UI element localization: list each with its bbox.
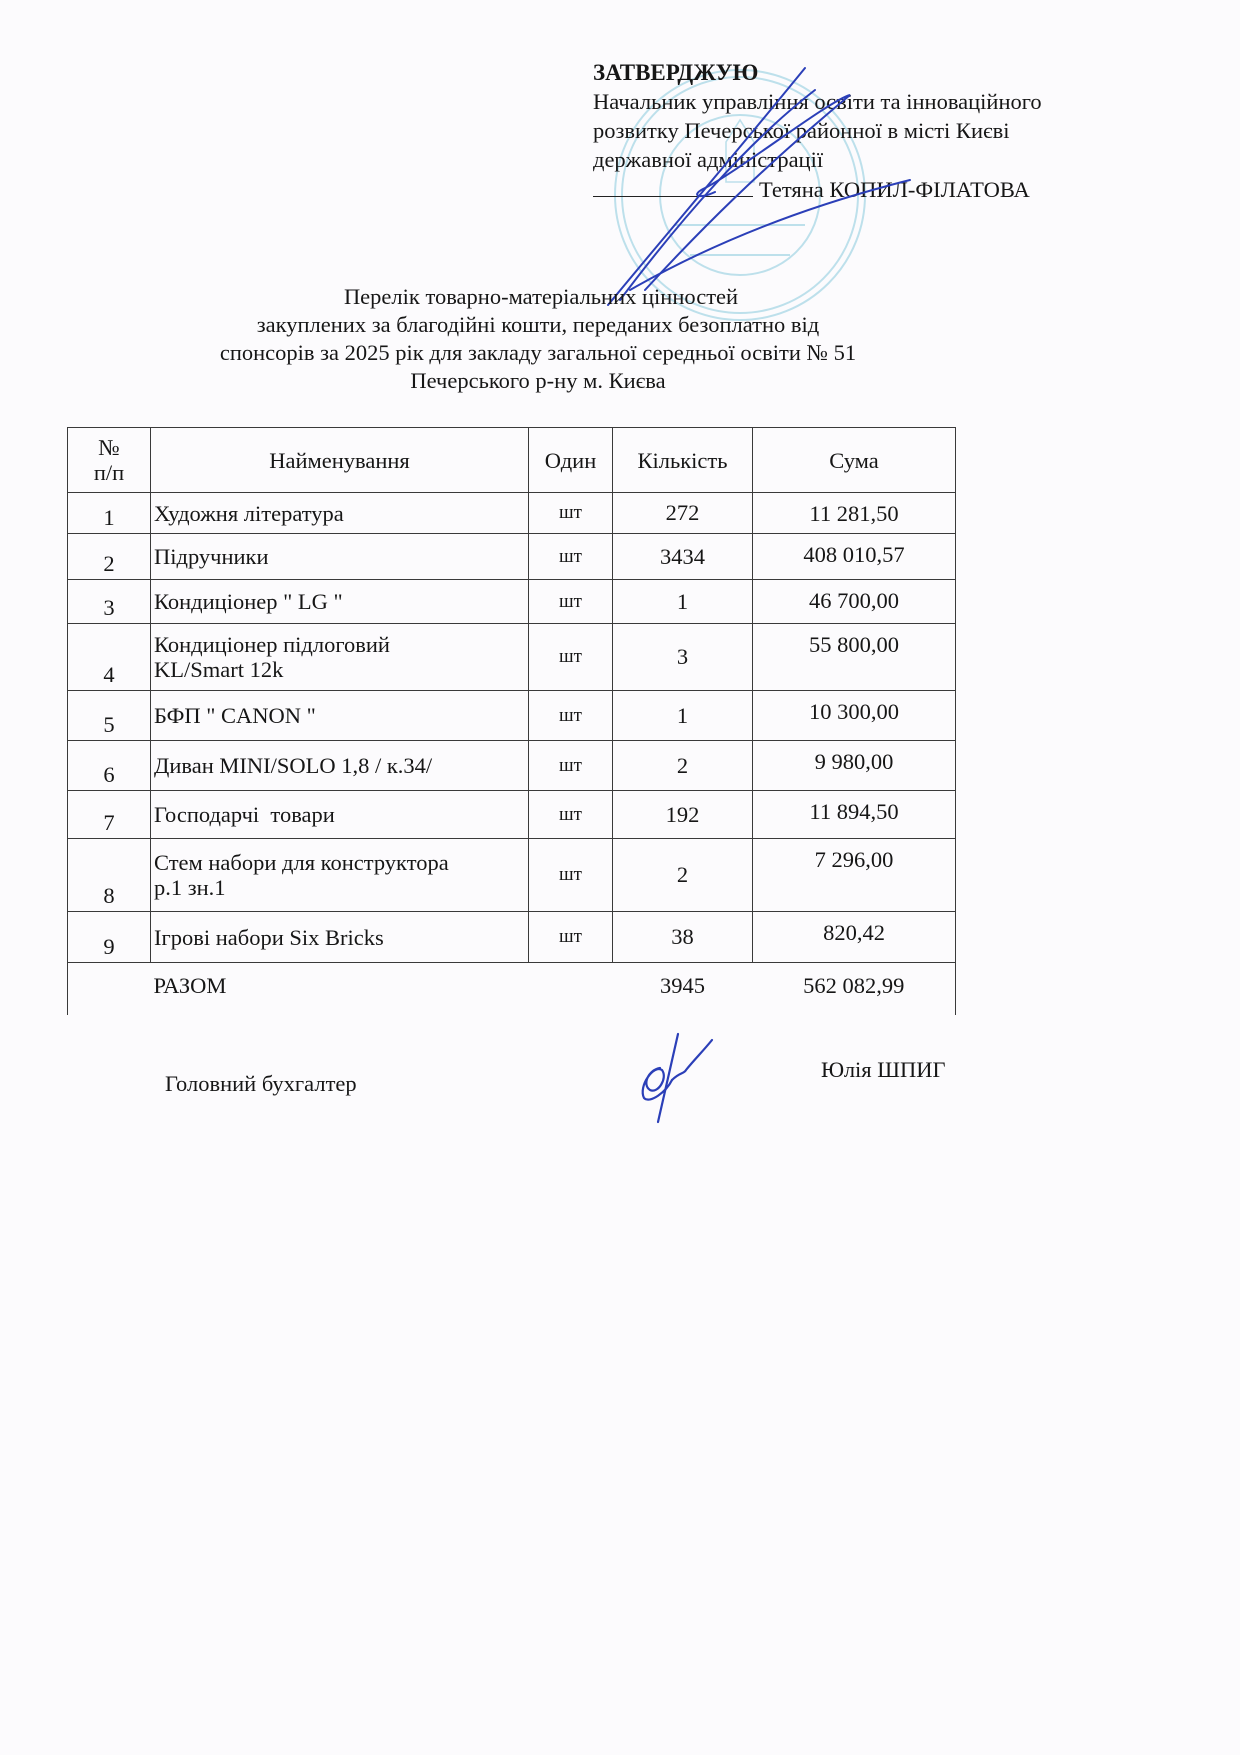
header-sum: Сума <box>753 428 956 493</box>
row-unit: шт <box>529 912 613 963</box>
row-number: 9 <box>68 912 151 963</box>
header-quantity: Кількість <box>613 428 753 493</box>
total-unit-empty <box>529 963 613 1016</box>
items-table <box>67 427 956 1015</box>
signature-underline <box>593 174 753 197</box>
row-sum: 10 300,00 <box>753 691 956 741</box>
row-name-line-1: Стем набори для конструктора <box>154 850 449 875</box>
row-unit: шт <box>529 580 613 624</box>
row-name: Господарчі товари <box>151 791 529 839</box>
approval-block <box>593 58 1153 204</box>
row-name-line-2: р.1 зн.1 <box>154 875 226 900</box>
table-row <box>68 691 956 741</box>
row-quantity: 3 <box>613 624 753 691</box>
heading-line-1: Перелік товарно-матеріальних цінностей <box>343 284 739 309</box>
row-unit: шт <box>529 493 613 534</box>
row-number: 5 <box>68 691 151 741</box>
row-unit: шт <box>529 624 613 691</box>
document-heading <box>100 283 1000 395</box>
approval-position-line-3: державної адміністрації <box>593 147 824 172</box>
row-name: Ігрові набори Six Bricks <box>151 912 529 963</box>
row-number: 3 <box>68 580 151 624</box>
table-row <box>68 839 956 912</box>
row-number: 7 <box>68 791 151 839</box>
row-number: 6 <box>68 741 151 791</box>
heading-line-2: закуплених за благодійні кошти, переданих безоплатно від <box>256 312 820 337</box>
approval-position-line-2: розвитку Печерської районної в місті Києві <box>593 118 1010 143</box>
header-number-abbr: п/п <box>93 460 125 485</box>
row-quantity: 3434 <box>613 534 753 580</box>
table-row <box>68 791 956 839</box>
row-number: 4 <box>68 624 151 691</box>
row-quantity: 272 <box>613 493 753 534</box>
row-number: 8 <box>68 839 151 912</box>
total-quantity: 3945 <box>613 963 753 1016</box>
row-name <box>151 624 529 691</box>
row-quantity: 192 <box>613 791 753 839</box>
header-name: Найменування <box>151 428 529 493</box>
row-quantity: 2 <box>613 741 753 791</box>
accountant-role: Головний бухгалтер <box>165 1071 357 1096</box>
row-unit: шт <box>529 741 613 791</box>
table-total-row <box>68 963 956 1016</box>
approval-signature-line <box>593 174 1153 204</box>
total-sum: 562 082,99 <box>753 963 956 1016</box>
row-sum: 7 296,00 <box>753 839 956 912</box>
table-row <box>68 534 956 580</box>
row-sum: 9 980,00 <box>753 741 956 791</box>
row-unit: шт <box>529 691 613 741</box>
row-quantity: 1 <box>613 580 753 624</box>
header-number <box>68 428 151 493</box>
table-header-row <box>68 428 956 493</box>
row-number: 2 <box>68 534 151 580</box>
accountant-signature <box>620 1030 730 1125</box>
approval-signatory-name: Тетяна КОПИЛ-ФІЛАТОВА <box>759 177 1030 202</box>
row-sum: 55 800,00 <box>753 624 956 691</box>
header-number-symbol: № <box>98 435 120 460</box>
row-number: 1 <box>68 493 151 534</box>
row-sum: 11 281,50 <box>753 493 956 534</box>
total-label: РАЗОМ <box>151 963 529 1016</box>
accountant-name: Юлія ШПИГ <box>821 1057 946 1082</box>
table-row <box>68 912 956 963</box>
row-name: Кондиціонер " LG " <box>151 580 529 624</box>
row-name-line-2: KL/Smart 12k <box>154 657 284 682</box>
approval-title: ЗАТВЕРДЖУЮ <box>593 60 759 85</box>
row-name-line-1: Кондиціонер підлоговий <box>154 632 390 657</box>
row-name: Художня література <box>151 493 529 534</box>
row-unit: шт <box>529 839 613 912</box>
row-unit: шт <box>529 534 613 580</box>
row-sum: 820,42 <box>753 912 956 963</box>
row-name: БФП " CANON " <box>151 691 529 741</box>
row-unit: шт <box>529 791 613 839</box>
row-sum: 408 010,57 <box>753 534 956 580</box>
row-sum: 11 894,50 <box>753 791 956 839</box>
row-name: Підручники <box>151 534 529 580</box>
heading-line-4: Печерського р-ну м. Києва <box>410 368 666 393</box>
table-row <box>68 580 956 624</box>
table-row <box>68 493 956 534</box>
row-name: Диван MINI/SOLO 1,8 / к.34/ <box>151 741 529 791</box>
header-unit: Один <box>529 428 613 493</box>
row-quantity: 2 <box>613 839 753 912</box>
row-quantity: 1 <box>613 691 753 741</box>
row-name <box>151 839 529 912</box>
table-row <box>68 624 956 691</box>
heading-line-3: спонсорів за 2025 рік для закладу загальної середньої освіти № 51 <box>219 340 857 365</box>
total-empty-cell <box>68 963 151 1016</box>
approval-position-line-1: Начальник управління освіти та інноваційного <box>593 89 1042 114</box>
table-row <box>68 741 956 791</box>
row-sum: 46 700,00 <box>753 580 956 624</box>
row-quantity: 38 <box>613 912 753 963</box>
